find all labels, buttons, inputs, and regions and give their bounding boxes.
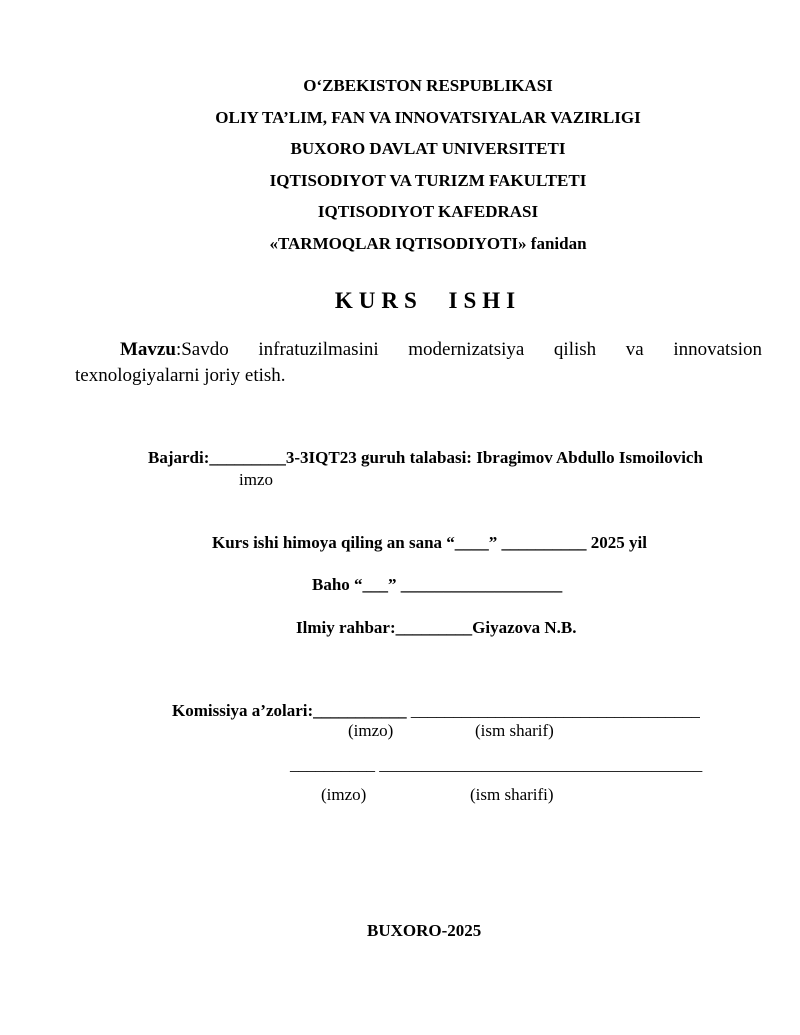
- advisor-line: Ilmiy rahbar:_________Giyazova N.B.: [296, 618, 577, 637]
- topic-paragraph: [75, 337, 762, 389]
- commission-signature-caption-2: (imzo): [321, 785, 367, 804]
- university-name: BUXORO DAVLAT UNIVERSITETI: [290, 139, 566, 158]
- topic-text: :Savdo infratuzilmasini modernizatsiya qilish va innovatsion texnologiyalarni joriy etish.: [75, 339, 762, 386]
- commission-name-caption-2: (ism sharifi): [470, 785, 554, 804]
- ministry-country: O‘ZBEKISTON RESPUBLIKASI: [303, 76, 553, 95]
- commission-signature-blank-1: ___________: [313, 701, 407, 720]
- commission-name-blank-2: ______________________________________: [379, 755, 703, 774]
- department-name: IQTISODIYOT KAFEDRASI: [317, 202, 539, 221]
- document-title: KURS ISHI: [334, 288, 522, 313]
- performer-signature-caption: imzo: [239, 470, 273, 489]
- ministry-name: OLIY TA’LIM, FAN VA INNOVATSIYALAR VAZIRLIGI: [215, 108, 641, 127]
- commission-signature-caption-1: (imzo): [348, 721, 394, 740]
- commission-name-blank-1: __________________________________: [410, 701, 700, 720]
- commission-row-2: [290, 755, 702, 775]
- performer-line: Bajardi:_________3-3IQT23 guruh talabasi: Ibragimov Abdullo Ismoilovich: [148, 448, 703, 467]
- topic-label: Mavzu: [120, 339, 176, 360]
- faculty-name: IQTISODIYOT VA TURIZM FAKULTETI: [269, 171, 587, 190]
- subject-name: «TARMOQLAR IQTISODIYOTI» fanidan: [269, 234, 587, 253]
- commission-label: Komissiya a’zolari:: [172, 701, 314, 720]
- commission-row-1: [172, 701, 700, 721]
- commission-name-caption-1: (ism sharif): [475, 721, 554, 740]
- commission-signature-blank-2: __________: [290, 755, 375, 774]
- grade-line: Baho “___” ___________________: [312, 575, 563, 594]
- defense-date-line: Kurs ishi himoya qiling an sana “____” __________ 2025 yil: [212, 533, 647, 552]
- footer-city-year: BUXORO-2025: [367, 921, 482, 940]
